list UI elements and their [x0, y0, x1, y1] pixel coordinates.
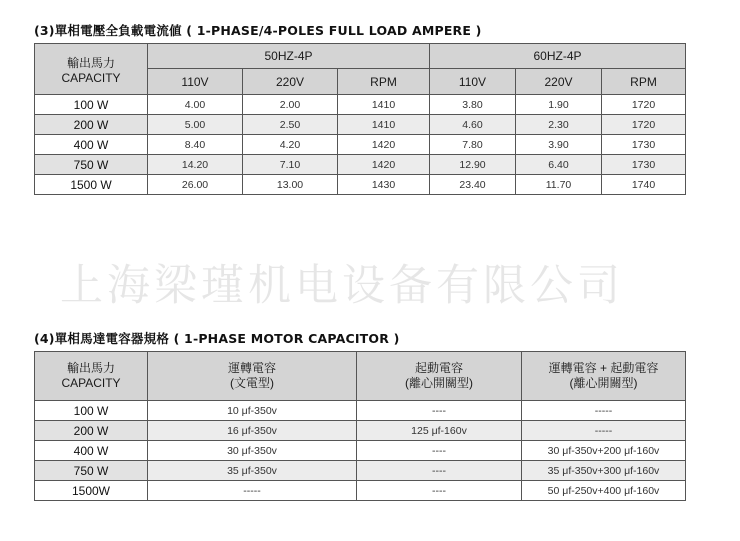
table-cell: ----: [357, 401, 522, 421]
table-cell: 1.90: [516, 95, 602, 115]
row-capacity: 750 W: [35, 461, 148, 481]
row-capacity: 750 W: [35, 155, 148, 175]
table-cell: 125 μf-160v: [357, 421, 522, 441]
table-cell: 12.90: [430, 155, 516, 175]
capacity-header-en: CAPACITY: [61, 376, 121, 390]
row-capacity: 1500 W: [35, 175, 148, 195]
subheader-60-rpm: RPM: [602, 69, 686, 95]
capacity-header-en: CAPACITY: [61, 70, 121, 85]
subheader-50-110v: 110V: [148, 69, 243, 95]
subheader-60-110v: 110V: [430, 69, 516, 95]
table-row: [35, 95, 686, 115]
row-capacity: 100 W: [35, 401, 148, 421]
table-cell: 3.80: [430, 95, 516, 115]
table-row: [35, 135, 686, 155]
table-cell: 7.10: [243, 155, 338, 175]
table-cell: 3.90: [516, 135, 602, 155]
table-cell: 4.00: [148, 95, 243, 115]
table-cell: 1740: [602, 175, 686, 195]
table-row: [35, 461, 686, 481]
table-cell: 11.70: [516, 175, 602, 195]
table-cell: 1420: [338, 155, 430, 175]
table-cell: 2.00: [243, 95, 338, 115]
group-header-60hz: 60HZ-4P: [430, 44, 686, 69]
table-cell: 4.60: [430, 115, 516, 135]
row-capacity: 400 W: [35, 135, 148, 155]
table-cell: 1420: [338, 135, 430, 155]
table-row: [35, 155, 686, 175]
subheader-50-rpm: RPM: [338, 69, 430, 95]
start-capacitor-header: [357, 352, 522, 401]
run-capacitor-header: [148, 352, 357, 401]
row-capacity: 400 W: [35, 441, 148, 461]
run-start-capacitor-header: [522, 352, 686, 401]
table-cell: -----: [522, 401, 686, 421]
table-cell: 8.40: [148, 135, 243, 155]
table-cell: 1430: [338, 175, 430, 195]
table-cell: 30 μf-350v+200 μf-160v: [522, 441, 686, 461]
subheader-50-220v: 220V: [243, 69, 338, 95]
table-row: [35, 401, 686, 421]
company-watermark: 上海梁瑾机电设备有限公司: [60, 261, 624, 311]
capacity-header-zh: 輸出馬力: [66, 55, 115, 70]
table-cell: ----: [357, 481, 522, 501]
table-cell: 1730: [602, 155, 686, 175]
capacity-header-zh: 輸出馬力: [66, 361, 115, 375]
table2-title: (4)單相馬達電容器規格 ( 1-PHASE MOTOR CAPACITOR ): [34, 331, 400, 346]
table-cell: 2.30: [516, 115, 602, 135]
table-cell: 23.40: [430, 175, 516, 195]
row-capacity: 100 W: [35, 95, 148, 115]
table-cell: 35 μf-350v: [148, 461, 357, 481]
motor-capacitor-table: [34, 351, 686, 501]
table-cell: 1410: [338, 115, 430, 135]
full-load-ampere-table: [34, 43, 686, 195]
table-row: [35, 481, 686, 501]
table-cell: -----: [148, 481, 357, 501]
table-row: [35, 421, 686, 441]
table-row: [35, 115, 686, 135]
table-row: [35, 441, 686, 461]
table-cell: 26.00: [148, 175, 243, 195]
subheader-60-220v: 220V: [516, 69, 602, 95]
start-capacitor-header-line2: (離心開關型): [405, 376, 473, 390]
start-capacitor-header-line1: 起動電容: [414, 361, 463, 375]
table-cell: 16 μf-350v: [148, 421, 357, 441]
run-start-capacitor-header-line1: 運轉電容 + 起動電容: [548, 361, 659, 375]
run-capacitor-header-line2: (文電型): [230, 376, 274, 390]
table-cell: 50 μf-250v+400 μf-160v: [522, 481, 686, 501]
table-cell: 1730: [602, 135, 686, 155]
table-cell: 4.20: [243, 135, 338, 155]
table-cell: 10 μf-350v: [148, 401, 357, 421]
table-cell: 1410: [338, 95, 430, 115]
row-capacity: 200 W: [35, 115, 148, 135]
table-cell: 6.40: [516, 155, 602, 175]
table-cell: 7.80: [430, 135, 516, 155]
table-cell: -----: [522, 421, 686, 441]
row-capacity: 200 W: [35, 421, 148, 441]
table-cell: ----: [357, 461, 522, 481]
capacity-header: [35, 352, 148, 401]
table-row: [35, 175, 686, 195]
run-start-capacitor-header-line2: (離心開關型): [569, 376, 638, 390]
table-cell: 1720: [602, 95, 686, 115]
group-header-50hz: 50HZ-4P: [148, 44, 430, 69]
table-cell: 2.50: [243, 115, 338, 135]
table-cell: 14.20: [148, 155, 243, 175]
table-cell: 1720: [602, 115, 686, 135]
table-cell: ----: [357, 441, 522, 461]
table-cell: 5.00: [148, 115, 243, 135]
table-cell: 30 μf-350v: [148, 441, 357, 461]
run-capacitor-header-line1: 運轉電容: [227, 361, 276, 375]
table1-title: (3)單相電壓全負載電流値 ( 1-PHASE/4-POLES FULL LOAD AMPERE ): [34, 23, 482, 38]
table-cell: 13.00: [243, 175, 338, 195]
table-cell: 35 μf-350v+300 μf-160v: [522, 461, 686, 481]
row-capacity: 1500W: [35, 481, 148, 501]
capacity-header: [35, 44, 148, 95]
